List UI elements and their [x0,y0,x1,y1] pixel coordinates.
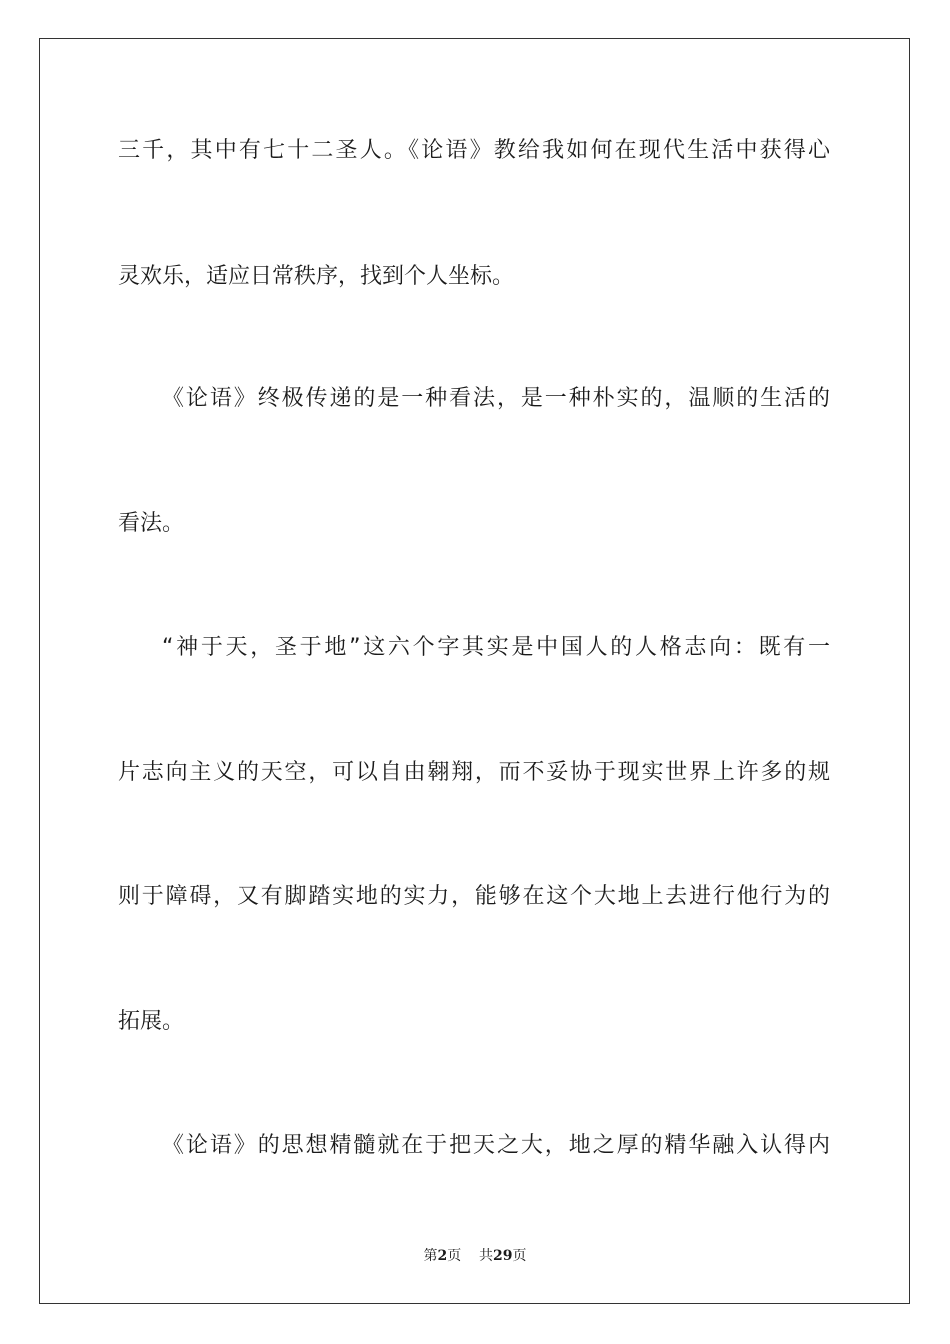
paragraph-line: 拓展。 [118,1009,185,1034]
total-pages: 29 [493,1248,513,1264]
page-number: 2 [437,1248,448,1264]
paragraph-line: 片志向主义的天空，可以自由翱翔，而不妥协于现实世界上许多的规 [118,760,830,785]
paragraph-line: 三千，其中有七十二圣人。《论语》教给我如何在现代生活中获得心 [118,138,830,163]
paragraph-line: 则于障碍，又有脚踏实地的实力，能够在这个大地上去进行他行为的 [118,884,830,909]
paragraph-line: 《论语》的思想精髓就在于把天之大，地之厚的精华融入认得内 [162,1133,830,1158]
paragraph-line: “神于天，圣于地”这六个字其实是中国人的人格志向：既有一 [162,635,830,660]
paragraph-line: 灵欢乐，适应日常秩序，找到个人坐标。 [118,264,515,289]
paragraph-line: 看法。 [118,511,185,536]
total-prefix: 共 [479,1248,494,1264]
page-footer [0,1246,950,1266]
total-suffix: 页 [512,1248,527,1264]
page-border [39,38,910,1304]
page-suffix: 页 [447,1248,462,1264]
page-prefix: 第 [423,1248,438,1264]
paragraph-line: 《论语》终极传递的是一种看法，是一种朴实的，温顺的生活的 [162,386,830,411]
